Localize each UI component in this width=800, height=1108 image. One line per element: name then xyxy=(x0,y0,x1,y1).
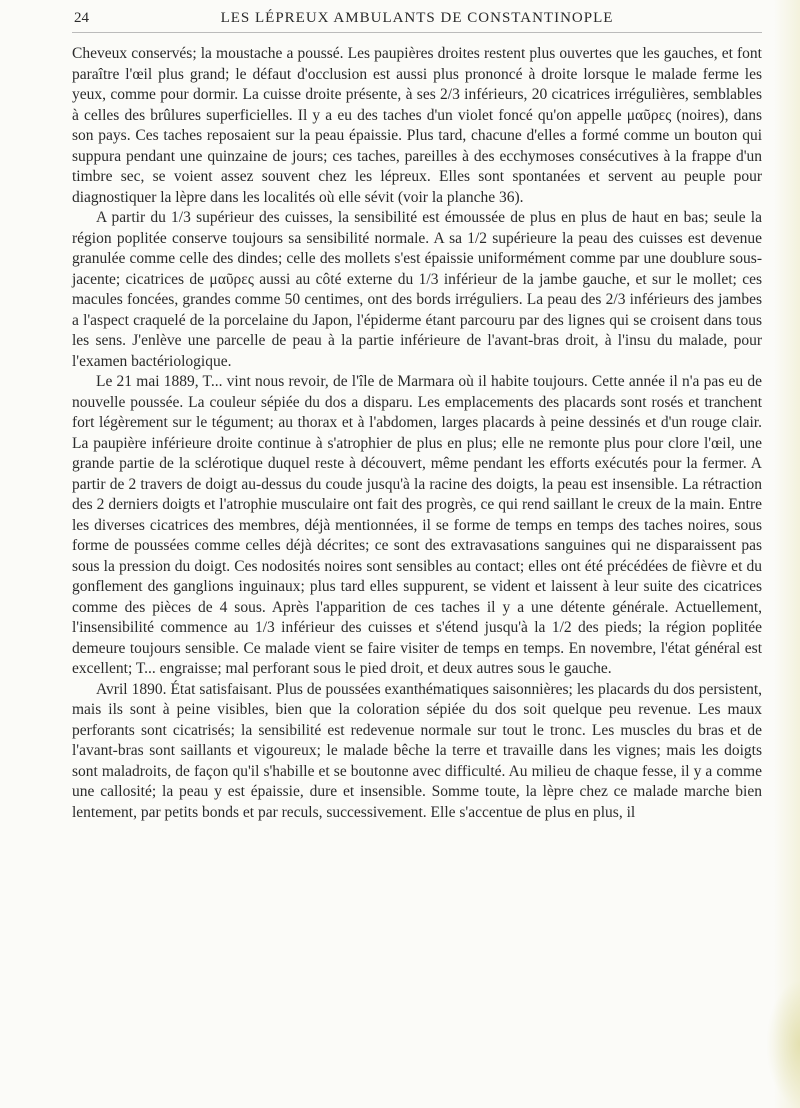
paragraph: Avril 1890. État satisfaisant. Plus de poussées exanthématiques saisonnières; les placards du dos persistent, mais ils sont à peine visibles, bien que la coloration sépiée du dos soit quelque peu revenue. Les maux perforants sont cicatrisés; la sensibilité est redevenue normale sur tout le tronc. Les muscles du bras et de l'avant-bras sont saillants et vigoureux; le malade bêche la terre et travaille dans les vignes; mais les doigts sont maladroits, de façon qu'il s'habille et se boutonne avec difficulté. Au milieu de chaque fesse, il y a comme une callosité; la peau y est épaissie, dure et insensible. Somme toute, la lèpre chez ce malade marche bien lentement, par petits bonds et par reculs, successivement. Elle s'accentue de plus en plus, il xyxy=(72,680,762,821)
running-header xyxy=(72,8,762,33)
paragraph: Le 21 mai 1889, T... vint nous revoir, de l'île de Marmara où il habite toujours. Cette année il n'a pas eu de nouvelle poussée. La couleur sépiée du dos a disparu. Les emplacements des placards sont rosés et tranchent fort légèrement sur le tégument; au thorax et à l'abdomen, larges placards à peine dessinés et d'un rouge clair. La paupière inférieure droite continue à s'atrophier de plus en plus; elle ne remonte plus pour clore l'œil, une grande partie de la sclérotique duquel reste à découvert, même pendant les efforts exécutés pour la fermer. A partir de 2 travers de doigt au-dessus du coude jusqu'à la racine des doigts, la peau est insensible. La rétraction des 2 derniers doigts et l'atrophie musculaire ont fait des progrès, ce qui rend saillant le creux de la main. Entre les diverses cicatrices des membres, déjà mentionnées, il se forme de temps en temps des taches noires, sous forme de poussées comme celles déjà décrites; ce sont des extravasations sanguines qui ne disparaissent pas sous la pression du doigt. Ces nodosités noires sont sensibles au contact; elles ont été précédées de fièvre et du gonflement des ganglions inguinaux; plus tard elles suppurent, se vident et laissent à leur suite des cicatrices comme des pièces de 4 sous. Après l'apparition de ces taches il y a une détente générale. Actuellement, l'insensibilité commence au 1/3 inférieur des cuisses et s'étend jusqu'à la 1/2 des pieds; la région poplitée demeure toujours sensible. Ce malade vient se faire visiter de temps en temps. En novembre, l'état général est excellent; T... engraisse; mal perforant sous le pied droit, et deux autres sous le gauche. xyxy=(72,373,762,677)
page-number: 24 xyxy=(74,10,89,26)
body-text xyxy=(72,44,762,823)
paragraph: Cheveux conservés; la moustache a poussé. Les paupières droites restent plus ouvertes que les gauches, et font paraître l'œil plus grand; le défaut d'occlusion est aussi plus prononcé à droite lorsque le malade ferme les yeux, comme pour dormir. La cuisse droite présente, à ses 2/3 inférieurs, 20 cicatrices irrégulières, semblables à celles des brûlures superficielles. Il y a eu des taches d'un violet foncé qu'on appelle μαῦρες (noires), dans son pays. Ces taches reposaient sur la peau épaissie. Plus tard, chacune d'elles a formé comme un bouton qui suppura pendant une quinzaine de jours; ces taches, pareilles à des ecchymoses consécutives à la frappe d'un timbre sec, se voient assez souvent chez les lépreux. Elles sont spontanées et servent au peuple pour diagnostiquer la lèpre dans les localités où elle sévit (voir la planche 36). xyxy=(72,45,762,206)
running-title: LES LÉPREUX AMBULANTS DE CONSTANTINOPLE xyxy=(220,10,614,26)
page-edge-stain xyxy=(774,0,800,1108)
paragraph: A partir du 1/3 supérieur des cuisses, la sensibilité est émoussée de plus en plus de haut en bas; seule la région poplitée conserve toujours sa sensibilité normale. A sa 1/2 supérieure la peau des cuisses est devenue granulée comme celle des dindes; celle des mollets s'est épaissie uniformément comme par une doublure sous-jacente; cicatrices de μαῦρες aussi au côté externe du 1/3 inférieur de la jambe gauche, et sur le mollet; ces macules foncées, grandes comme 50 centimes, ont des bords irréguliers. La peau des 2/3 inférieurs des jambes a l'aspect craquelé de la porcelaine du Japon, l'épiderme étant parcouru par des lignes qui se croisent dans tous les sens. J'enlève une parcelle de peau à la partie inférieure de l'avant-bras droit, à l'insu du malade, pour l'examen bactériologique. xyxy=(72,209,762,370)
page-corner-stain xyxy=(766,980,800,1108)
